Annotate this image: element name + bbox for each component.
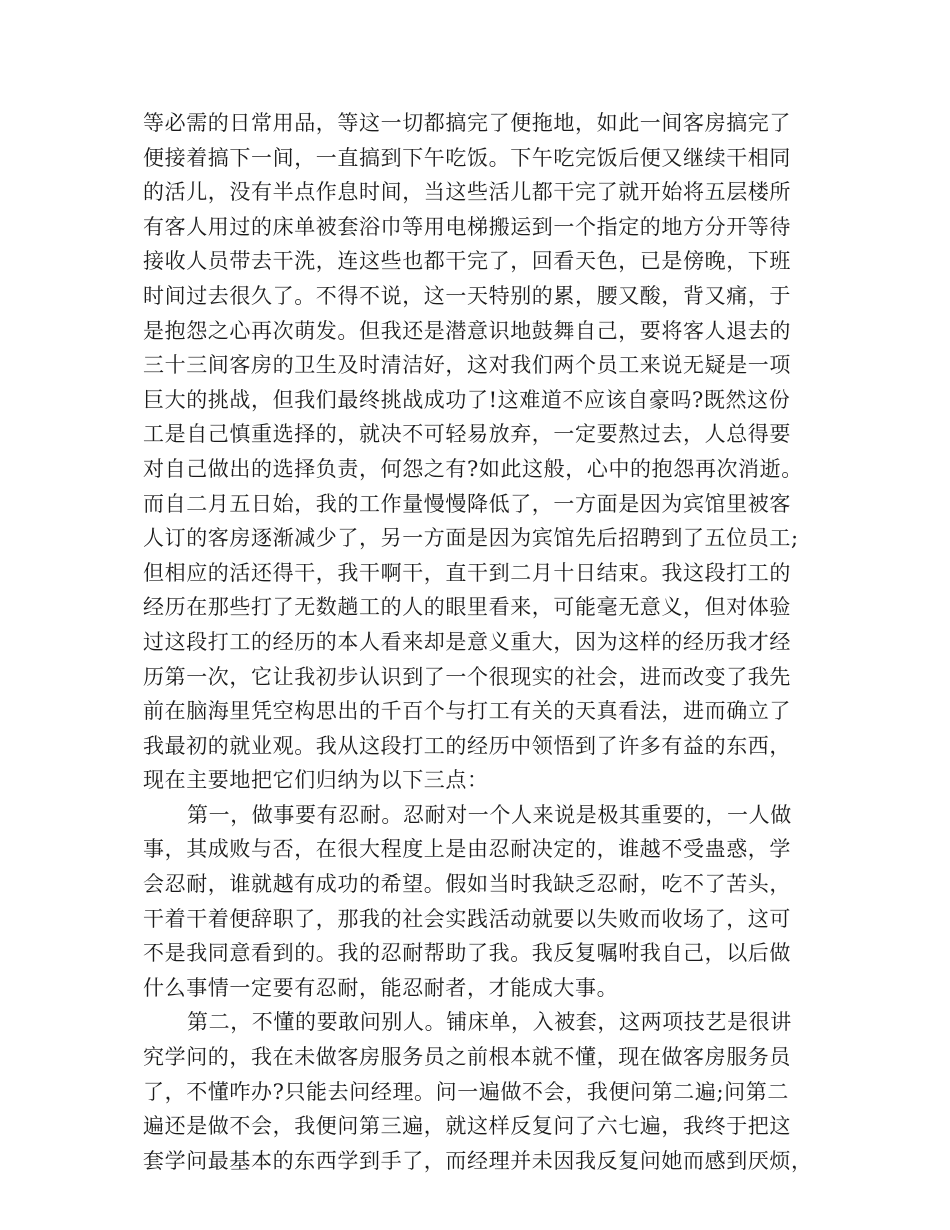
text-line: 前在脑海里凭空构思出的千百个与打工有关的天真看法，进而确立了 xyxy=(143,699,791,724)
text-line: 究学问的，我在未做客房服务员之前根本就不懂，现在做客房服务员 xyxy=(143,1045,791,1070)
text-line: 套学问最基本的东西学到手了，而经理并未因我反复问她而感到厌烦， xyxy=(143,1148,813,1173)
document-body xyxy=(143,106,813,1178)
text-line: 经历在那些打了无数趟工的人的眼里看来，可能毫无意义，但对体验 xyxy=(143,595,791,620)
text-line: 历第一次，它让我初步认识到了一个很现实的社会，进而改变了我先 xyxy=(143,664,791,689)
text-line: 人订的客房逐渐减少了，另一方面是因为宾馆先后招聘到了五位员工; xyxy=(143,526,799,551)
text-line: 我最初的就业观。我从这段打工的经历中领悟到了许多有益的东西， xyxy=(143,733,791,758)
paragraph-first-line: 第一，做事要有忍耐。忍耐对一个人来说是极其重要的，一人做 xyxy=(187,802,792,827)
text-line: 但相应的活还得干，我干啊干，直干到二月十日结束。我这段打工的 xyxy=(143,560,791,585)
text-line: 过这段打工的经历的本人看来却是意义重大，因为这样的经历我才经 xyxy=(143,629,791,654)
text-line: 事，其成败与否，在很大程度上是由忍耐决定的，谁越不受蛊惑，学 xyxy=(143,837,791,862)
text-line: 现在主要地把它们归纳为以下三点： xyxy=(143,768,489,793)
text-line: 三十三间客房的卫生及时清洁好，这对我们两个员工来说无疑是一项 xyxy=(143,353,791,378)
text-line: 什么事情一定要有忍耐，能忍耐者，才能成大事。 xyxy=(143,975,619,1000)
paragraph-first-line: 第二，不懂的要敢问别人。铺床单，入被套，这两项技艺是很讲 xyxy=(187,1010,792,1035)
text-line: 工是自己慎重选择的，就决不可轻易放弃，一定要熬过去，人总得要 xyxy=(143,422,791,447)
text-line: 有客人用过的床单被套浴巾等用电梯搬运到一个指定的地方分开等待 xyxy=(143,214,791,239)
text-line: 巨大的挑战，但我们最终挑战成功了!这难道不应该自豪吗?既然这份 xyxy=(143,387,791,412)
text-line: 对自己做出的选择负责，何怨之有?如此这般，心中的抱怨再次消逝。 xyxy=(143,456,803,481)
text-line: 等必需的日常用品，等这一切都搞完了便拖地，如此一间客房搞完了 xyxy=(143,111,791,135)
text-line: 遍还是做不会，我便问第三遍，就这样反复问了六七遍，我终于把这 xyxy=(143,1114,791,1139)
text-line: 的活儿，没有半点作息时间，当这些活儿都干完了就开始将五层楼所 xyxy=(143,180,791,205)
text-line: 会忍耐，谁就越有成功的希望。假如当时我缺乏忍耐，吃不了苦头， xyxy=(143,872,791,897)
text-line: 时间过去很久了。不得不说，这一天特别的累，腰又酸，背又痛，于 xyxy=(143,283,791,308)
text-line: 不是我同意看到的。我的忍耐帮助了我。我反复嘱咐我自己，以后做 xyxy=(143,941,791,966)
text-line: 了，不懂咋办?只能去问经理。问一遍做不会，我便问第二遍;问第二 xyxy=(143,1079,789,1104)
text-line: 接收人员带去干洗，连这些也都干完了，回看天色，已是傍晚，下班 xyxy=(143,249,791,274)
text-line: 是抱怨之心再次萌发。但我还是潜意识地鼓舞自己，要将客人退去的 xyxy=(143,318,791,343)
text-line: 便接着搞下一间，一直搞到下午吃饭。下午吃完饭后便又继续干相同 xyxy=(143,145,791,170)
text-line: 而自二月五日始，我的工作量慢慢降低了，一方面是因为宾馆里被客 xyxy=(143,491,791,516)
text-line: 干着干着便辞职了，那我的社会实践活动就要以失败而收场了，这可 xyxy=(143,906,791,931)
